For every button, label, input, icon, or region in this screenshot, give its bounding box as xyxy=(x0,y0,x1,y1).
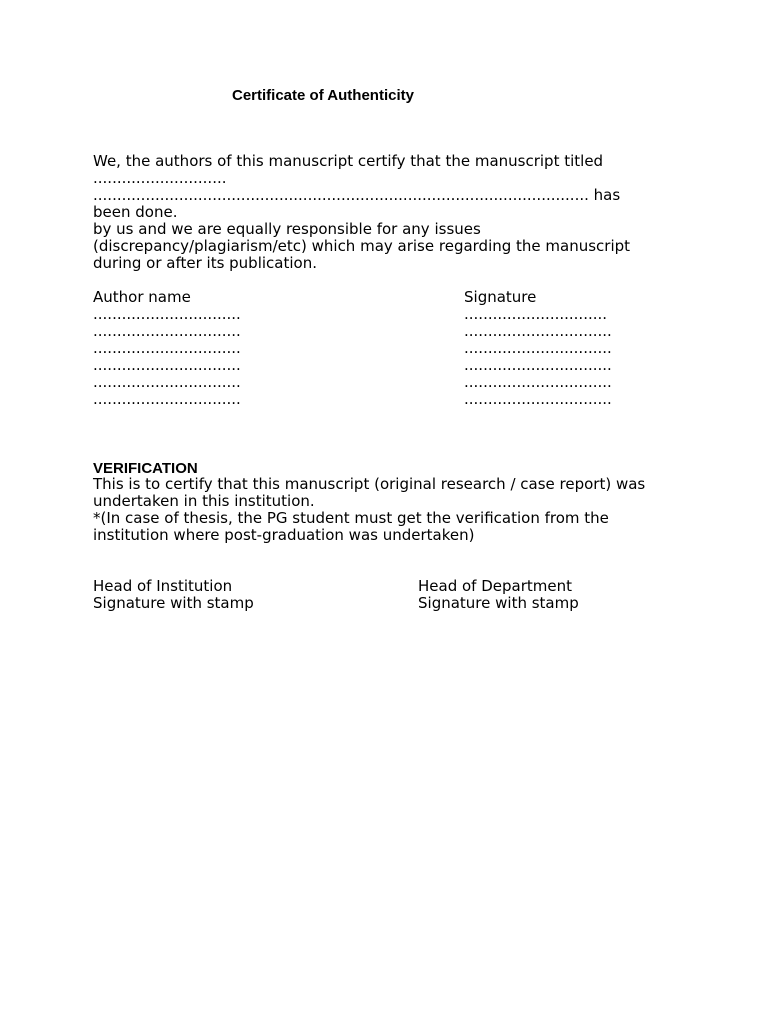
head-of-institution-label: Head of Institution xyxy=(93,577,233,595)
head-of-department-label: Head of Department xyxy=(418,577,572,595)
author-name-blank: ............................... xyxy=(93,373,241,391)
verification-line-3: *(In case of thesis, the PG student must get the verification from the xyxy=(93,509,609,527)
signature-blank: .............................. xyxy=(464,305,608,323)
signature-header: Signature xyxy=(464,288,537,306)
author-name-blank: ............................... xyxy=(93,305,241,323)
intro-line-6: (discrepancy/plagiarism/etc) which may arise regarding the manuscript xyxy=(93,237,631,255)
verification-line-1: This is to certify that this manuscript (original research / case report) was xyxy=(93,475,646,493)
signature-blank: ............................... xyxy=(464,373,612,391)
intro-line-5: by us and we are equally responsible for any issues xyxy=(93,220,481,238)
author-name-blank: ............................... xyxy=(93,339,241,357)
intro-line-7: during or after its publication. xyxy=(93,254,317,272)
signature-blank: ............................... xyxy=(464,339,612,357)
verification-line-2: undertaken in this institution. xyxy=(93,492,315,510)
signature-blank: ............................... xyxy=(464,322,612,340)
head-of-institution-stamp-note: Signature with stamp xyxy=(93,594,254,612)
signature-blank: ............................... xyxy=(464,390,612,408)
intro-line-1: We, the authors of this manuscript certify that the manuscript titled xyxy=(93,152,604,170)
intro-line-4: been done. xyxy=(93,203,178,221)
head-of-department-stamp-note: Signature with stamp xyxy=(418,594,579,612)
verification-line-4: institution where post-graduation was undertaken) xyxy=(93,526,475,544)
verification-heading: VERIFICATION xyxy=(93,460,198,477)
author-name-blank: ............................... xyxy=(93,322,241,340)
intro-line-2: ............................ xyxy=(93,169,227,187)
author-name-blank: ............................... xyxy=(93,390,241,408)
document-title: Certificate of Authenticity xyxy=(232,87,414,104)
intro-line-3: ........................................................................................................ has xyxy=(93,186,621,204)
author-name-header: Author name xyxy=(93,288,191,306)
signature-blank: ............................... xyxy=(464,356,612,374)
author-name-blank: ............................... xyxy=(93,356,241,374)
